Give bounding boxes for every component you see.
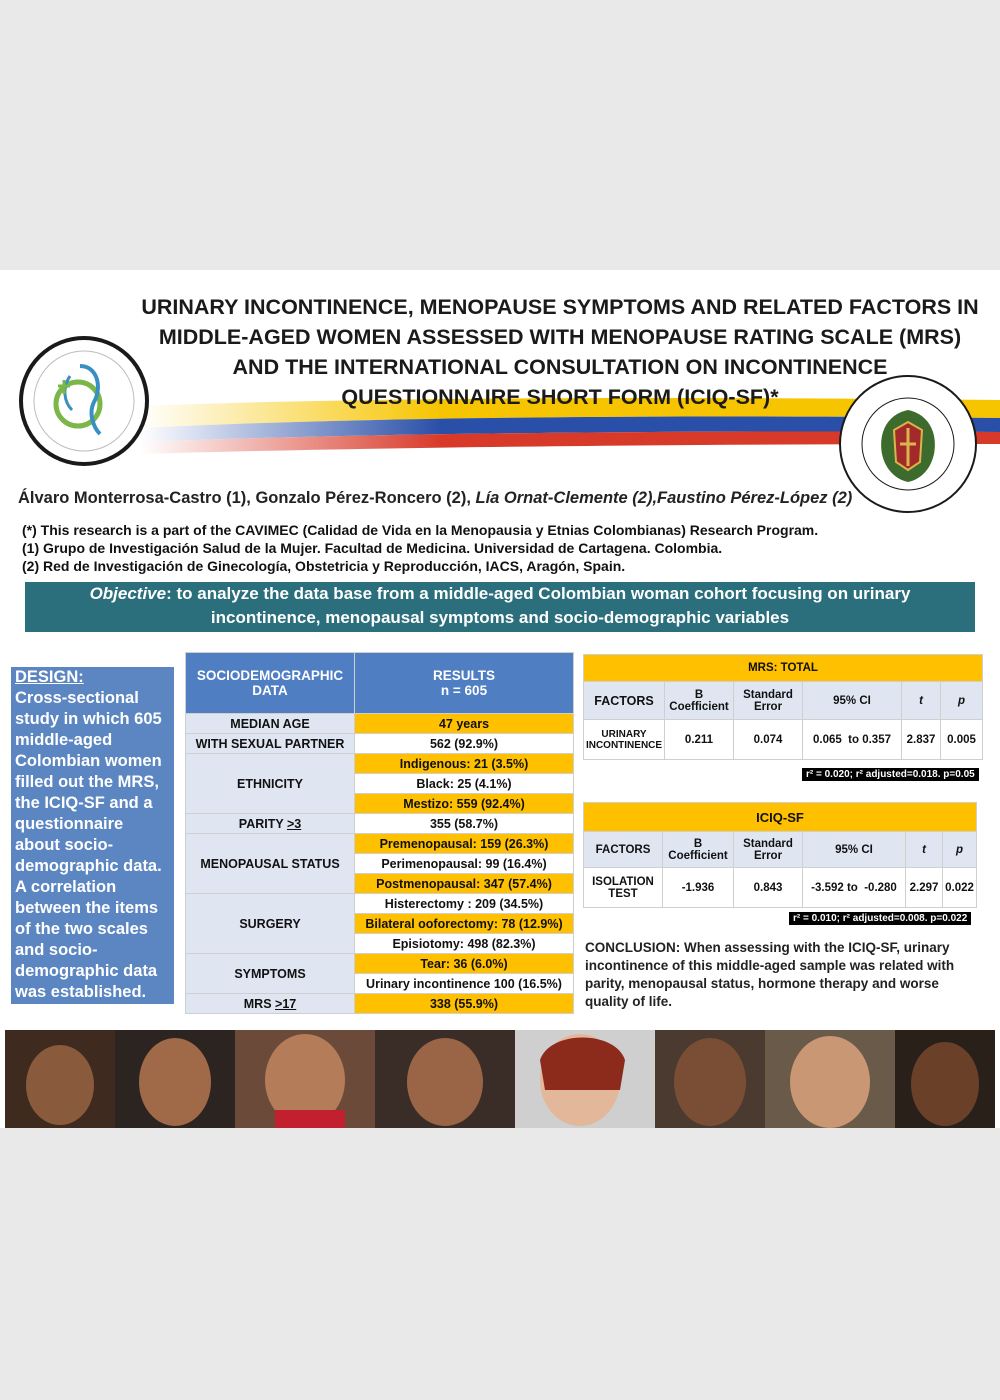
- affiliations: [22, 521, 922, 575]
- b-cell: 0.211: [665, 720, 734, 760]
- se-cell: 0.843: [734, 868, 803, 908]
- poster-title: [140, 292, 980, 412]
- results-label: RESULTS: [432, 668, 495, 683]
- se-cell: 0.074: [734, 720, 803, 760]
- women-photo-strip: [5, 1030, 995, 1128]
- ci-cell: -3.592 to -0.280: [803, 868, 906, 908]
- col-se-line1: Standard: [743, 837, 793, 850]
- factor-cell: [584, 720, 665, 760]
- objective-text-1: : to analyze the data base from a middle-aged Colombian woman cohort focusing on urinary: [166, 584, 911, 603]
- socio-header-left: SOCIODEMOGRAPHIC DATA: [186, 653, 355, 714]
- title-line: URINARY INCONTINENCE, MENOPAUSE SYMPTOMS AND RELATED FACTORS IN: [141, 295, 979, 319]
- mrs-label: [186, 994, 355, 1014]
- iciq-regression-table: [583, 802, 977, 908]
- mrs-regression-table: [583, 654, 983, 760]
- parity-value: 355 (58.7%): [355, 814, 574, 834]
- conclusion-text: CONCLUSION: When assessing with the ICIQ-SF, urinary incontinence of this middle-aged sample was related with parity, menopausal status, hormone therapy and worse quality of life.: [585, 940, 955, 1009]
- title-line: MIDDLE-AGED WOMEN ASSESSED WITH MENOPAUSE RATING SCALE (MRS): [158, 325, 962, 349]
- mrs-label-text: MRS: [243, 996, 276, 1011]
- ci-cell: 0.065 to 0.357: [803, 720, 902, 760]
- symptoms-value: Urinary incontinence 100 (16.5%): [355, 974, 574, 994]
- t-cell: 2.837: [902, 720, 941, 760]
- title-line: AND THE INTERNATIONAL CONSULTATION ON INCONTINENCE: [232, 355, 888, 379]
- menopausal-status-label: MENOPAUSAL STATUS: [186, 834, 355, 894]
- p-cell: 0.022: [943, 868, 977, 908]
- poster: [0, 270, 1000, 1128]
- design-heading: DESIGN:: [15, 668, 84, 686]
- col-b-line1: B: [694, 688, 704, 701]
- col-b-line2: Coefficient: [669, 700, 729, 713]
- col-se-line1: Standard: [743, 688, 793, 701]
- sample-size: n = 605: [440, 683, 488, 698]
- surgery-value: Episiotomy: 498 (82.3%): [355, 934, 574, 954]
- surgery-label: SURGERY: [186, 894, 355, 954]
- col-b-line2: Coefficient: [668, 849, 728, 862]
- col-se: [734, 832, 803, 868]
- design-box: [11, 667, 174, 1004]
- median-age-value: 47 years: [355, 714, 574, 734]
- affiliation-line: (1) Grupo de Investigación Salud de la Mujer. Facultad de Medicina. Universidad de Cartagena. Colombia.: [22, 540, 723, 556]
- col-factors: FACTORS: [584, 832, 663, 868]
- ethnicity-value: Mestizo: 559 (92.4%): [355, 794, 574, 814]
- ethnicity-value: Black: 25 (4.1%): [355, 774, 574, 794]
- sexual-partner-value: 562 (92.9%): [355, 734, 574, 754]
- authors-italic: Lía Ornat-Clemente (2),Faustino Pérez-López (2): [475, 489, 853, 507]
- menopausal-status-value: Perimenopausal: 99 (16.4%): [355, 854, 574, 874]
- menopausal-status-value: Postmenopausal: 347 (57.4%): [355, 874, 574, 894]
- ethnicity-label: ETHNICITY: [186, 754, 355, 814]
- surgery-value: Bilateral ooforectomy: 78 (12.9%): [355, 914, 574, 934]
- objective-label: Objective: [89, 584, 167, 603]
- design-text: Cross-sectional study in which 605 middle-aged Colombian women filled out the MRS, the ICIQ-SF and a questionnaire about socio-demographic data. A correlation between the items of the two scales and socio-demographic data was established.: [15, 689, 162, 1001]
- sexual-partner-label: WITH SEXUAL PARTNER: [186, 734, 355, 754]
- symptoms-value: Tear: 36 (6.0%): [355, 954, 574, 974]
- parity-label-text: PARITY: [238, 816, 287, 831]
- menopausal-status-value: Premenopausal: 159 (26.3%): [355, 834, 574, 854]
- factor-line1: ISOLATION: [592, 875, 654, 888]
- col-ci: 95% CI: [803, 682, 902, 720]
- parity-threshold: >3: [286, 816, 302, 831]
- col-ci: 95% CI: [803, 832, 906, 868]
- iciq-table-note: r² = 0.010; r² adjusted=0.008. p=0.022: [789, 912, 971, 925]
- objective-banner: [25, 582, 975, 632]
- factor-line2: INCONTINENCE: [585, 739, 663, 751]
- b-cell: -1.936: [663, 868, 734, 908]
- iciq-table-caption: ICIQ-SF: [584, 803, 977, 832]
- affiliation-line: (2) Red de Investigación de Ginecología, Obstetricia y Reproducción, IACS, Aragón, Spain.: [22, 558, 626, 574]
- col-se: [734, 682, 803, 720]
- col-b-line1: B: [693, 837, 703, 850]
- mrs-table-note: r² = 0.020; r² adjusted=0.018. p=0.05: [802, 768, 979, 781]
- col-t: t: [902, 682, 941, 720]
- symptoms-label: SYMPTOMS: [186, 954, 355, 994]
- factor-cell: [584, 868, 663, 908]
- col-se-line2: Error: [753, 700, 783, 713]
- median-age-label: MEDIAN AGE: [186, 714, 355, 734]
- socio-header-right: [355, 653, 574, 714]
- col-se-line2: Error: [753, 849, 783, 862]
- affiliation-line: (*) This research is a part of the CAVIMEC (Calidad de Vida en la Menopausia y Etnias Colombianas) Research Program.: [22, 522, 819, 538]
- mrs-threshold: >17: [275, 996, 297, 1011]
- objective-text-2: incontinence, menopausal symptoms and socio-demographic variables: [210, 608, 790, 627]
- col-t: t: [906, 832, 943, 868]
- factor-line1: URINARY: [601, 728, 647, 740]
- col-b: [665, 682, 734, 720]
- t-cell: 2.297: [906, 868, 943, 908]
- parity-label: [186, 814, 355, 834]
- ethnicity-value: Indigenous: 21 (3.5%): [355, 754, 574, 774]
- surgery-value: Histerectomy : 209 (34.5%): [355, 894, 574, 914]
- salud-de-la-mujer-logo: [18, 336, 150, 466]
- factor-line2: TEST: [608, 887, 638, 900]
- title-line: QUESTIONNAIRE SHORT FORM (ICIQ-SF)*: [341, 385, 779, 409]
- col-p: p: [943, 832, 977, 868]
- sociodemographic-table: [185, 652, 574, 1014]
- mrs-value: 338 (55.9%): [355, 994, 574, 1014]
- author-list: [18, 489, 858, 508]
- col-factors: FACTORS: [584, 682, 665, 720]
- mrs-table-caption: MRS: TOTAL: [584, 655, 983, 682]
- authors-regular: Álvaro Monterrosa-Castro (1), Gonzalo Pérez-Roncero (2),: [18, 489, 476, 507]
- p-cell: 0.005: [941, 720, 983, 760]
- col-b: [663, 832, 734, 868]
- col-p: p: [941, 682, 983, 720]
